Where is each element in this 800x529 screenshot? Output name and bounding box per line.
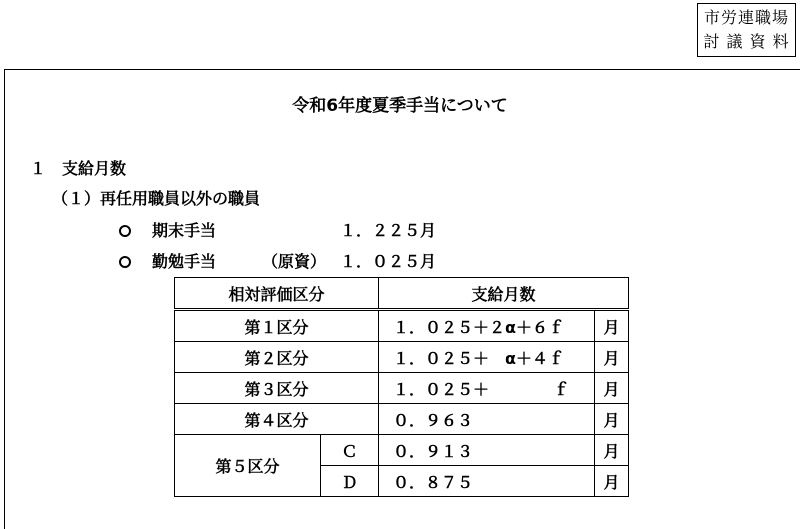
category-cell: 第５区分 [175, 435, 321, 497]
unit-cell: 月 [595, 466, 629, 497]
table-row [175, 342, 629, 373]
item-value: １．２２５月 [340, 221, 437, 240]
stamp-line-1: 市労連職場 [703, 8, 789, 27]
formula-cell: １．０２５＋ α＋４ｆ [379, 342, 595, 373]
formula-cell: １．０２５＋ ｆ [379, 373, 595, 404]
header-months: 支給月数 [379, 278, 629, 310]
table-row [175, 435, 629, 466]
stamp-line-2: 討 議 資 料 [703, 32, 790, 51]
unit-cell: 月 [595, 373, 629, 404]
category-cell: 第２区分 [175, 342, 379, 373]
table-row [175, 404, 629, 435]
category-cell: 第１区分 [175, 310, 379, 342]
circle-bullet-icon [119, 256, 131, 268]
formula-cell: １．０２５＋２α＋６ｆ [379, 310, 595, 342]
item-value: １．０２５月 [340, 252, 437, 271]
formula-cell: ０．８７５ [379, 466, 595, 497]
item-label: 期末手当 [152, 221, 217, 240]
formula-cell: ０．９６３ [379, 404, 595, 435]
allowance-table [174, 277, 629, 497]
header-category: 相対評価区分 [175, 278, 379, 310]
circle-bullet-icon [119, 225, 131, 237]
table-row [175, 373, 629, 404]
unit-cell: 月 [595, 310, 629, 342]
category-cell: 第３区分 [175, 373, 379, 404]
item-label: 勤勉手当 [152, 252, 217, 271]
category-cell: 第４区分 [175, 404, 379, 435]
item-note: （原資） [262, 252, 327, 271]
document-stamp [697, 3, 796, 57]
subsection-heading: （１）再任用職員以外の職員 [52, 189, 261, 208]
table-row [175, 310, 629, 342]
formula-cell: ０．９１３ [379, 435, 595, 466]
table-header-row [175, 278, 629, 310]
unit-cell: 月 [595, 404, 629, 435]
page-title: 令和6年度夏季手当について [292, 96, 508, 116]
unit-cell: 月 [595, 435, 629, 466]
unit-cell: 月 [595, 342, 629, 373]
section-heading: １ 支給月数 [30, 159, 127, 178]
subcategory-cell: Ｃ [321, 435, 379, 466]
subcategory-cell: Ｄ [321, 466, 379, 497]
